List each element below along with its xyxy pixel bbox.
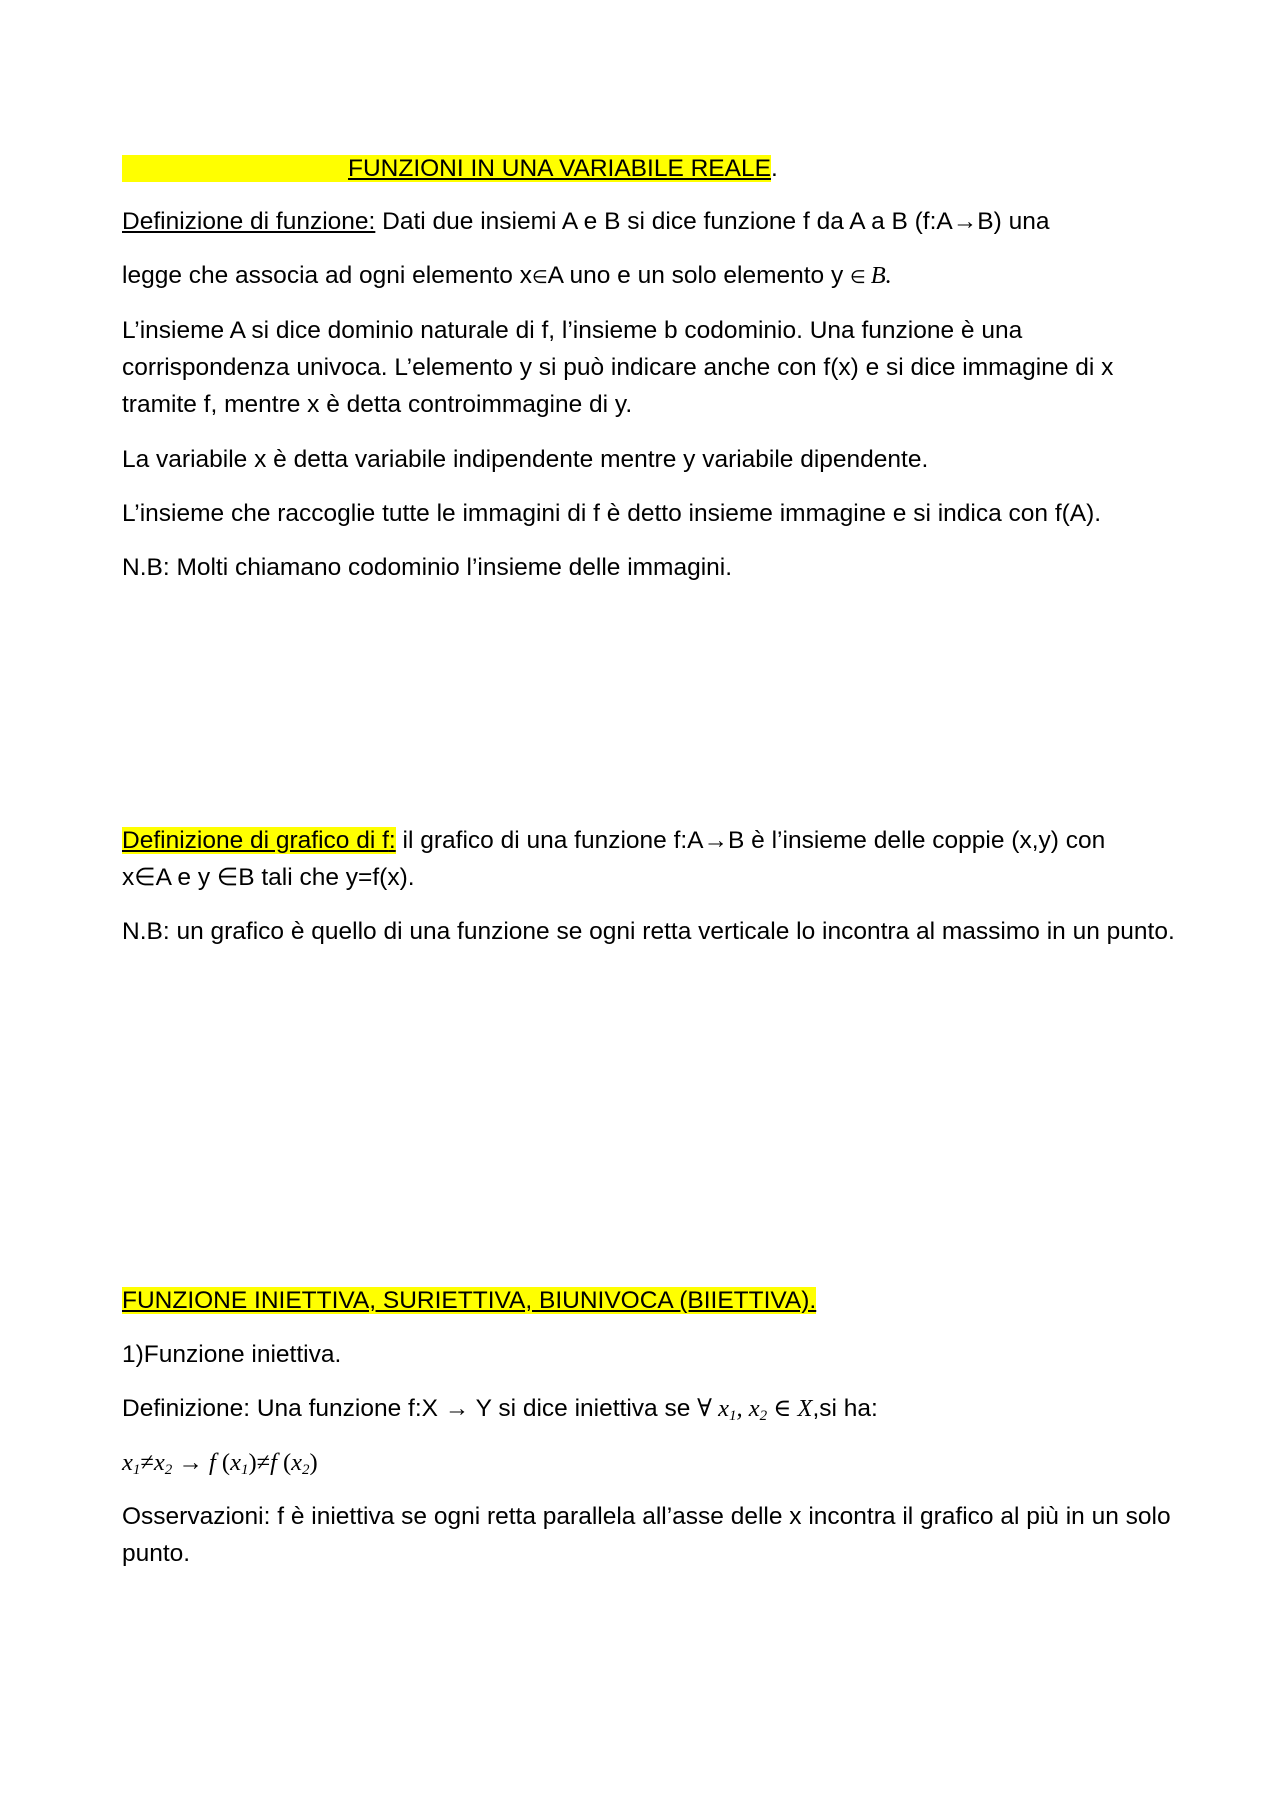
section-title-iniettiva: FUNZIONE INIETTIVA, SURIETTIVA, BIUNIVOCA (BIIETTIVA). xyxy=(122,1287,817,1314)
item-funzione-iniettiva: 1)Funzione iniettiva. xyxy=(122,1341,342,1368)
forall-formula: ∀ $x_1$, $x_2$ ∈ X xyxy=(697,1395,813,1424)
definition-function-line2: legge che associa ad ogni elemento x∈A uno e un solo elemento y ∈ B. xyxy=(122,262,892,289)
definition-iniettiva: Definizione: Una funzione f:X → Y si dice iniettiva se ∀ $x_1$, $x_2$ ∈ X,si ha: xyxy=(122,1395,878,1424)
definition-label: Definizione di funzione: xyxy=(122,208,376,235)
injectivity-formula: $x_1\ne x_2 \to f$ $(x_1)\ne f$ $(x_2)$ xyxy=(122,1449,318,1478)
definition-grafico-line2: x∈A e y ∈B tali che y=f(x). xyxy=(122,864,415,891)
definition-grafico-line1: Definizione di grafico di f: il grafico di una funzione f:A→B è l’insieme delle coppie (x,y) con xyxy=(122,827,1106,854)
grafico-label: Definizione di grafico di f xyxy=(122,827,389,854)
section-title-funzioni: FUNZIONI IN UNA VARIABILE REALE. xyxy=(122,150,778,187)
paragraph-dominio: L’insieme A si dice dominio naturale di f, l’insieme b codominio. Una funzione è una corrispondenza univoca. L’elemento y si può indicare anche con f(x) e si dice immagine di x tramite f, mentre x è detta controimmagine di y. xyxy=(122,317,1114,418)
title-highlight: FUNZIONI IN UNA VARIABILE REALE xyxy=(122,155,771,182)
paragraph-insieme-immagine: L’insieme che raccoglie tutte le immagini di f è detto insieme immagine e si indica con f(A). xyxy=(122,500,1102,527)
paragraph-variabile: La variabile x è detta variabile indipendente mentre y variabile dipendente. xyxy=(122,446,929,473)
paragraph-osservazioni: Osservazioni: f è iniettiva se ogni retta parallela all’asse delle x incontra il grafico al più in un solo punto. xyxy=(122,1503,1171,1567)
paragraph-nb-grafico: N.B: un grafico è quello di una funzione se ogni retta verticale lo incontra al massimo in un punto. xyxy=(122,918,1175,945)
definition-function-line1 xyxy=(122,203,1049,240)
definition-text: Dati due insiemi A e B si dice funzione f da A a B (f:A→B) una xyxy=(375,208,1050,235)
paragraph-nb-codominio: N.B: Molti chiamano codominio l’insieme delle immagini. xyxy=(122,554,733,581)
